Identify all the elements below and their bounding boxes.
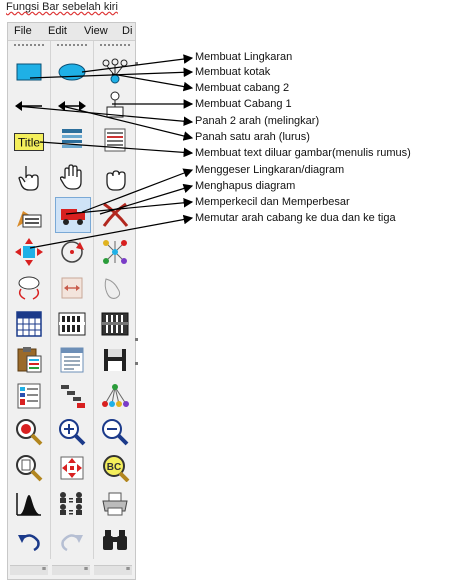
annotation-label: Panah satu arah (lurus) — [195, 131, 310, 143]
palette-footer[interactable]: ≡ — [10, 565, 48, 575]
annotation-label: Membuat Cabang 1 — [195, 98, 292, 110]
menu-view[interactable]: View — [84, 25, 108, 37]
svg-text:BC: BC — [106, 462, 122, 473]
annotation-label: Panah 2 arah (melingkar) — [195, 115, 320, 127]
palette-footer[interactable]: ≡ — [94, 565, 132, 575]
annotation-label: Membuat text diluar gambar(menulis rumus) — [195, 147, 411, 159]
arrow-putar — [30, 218, 192, 248]
arrow-text — [40, 142, 192, 153]
annotation-label: Menghapus diagram — [195, 180, 296, 192]
menu-file[interactable]: File — [14, 25, 32, 37]
annotation-label: Memperkecil dan Memperbesar — [195, 196, 350, 208]
arrow-cabang-2 — [112, 74, 192, 88]
annotation-label: Membuat Lingkaran — [195, 51, 293, 63]
annotation-label: Membuat cabang 2 — [195, 82, 290, 94]
arrow-panah-2 — [16, 106, 192, 122]
arrow-zoom — [66, 202, 192, 214]
menu-di[interactable]: Di — [122, 25, 133, 37]
annotation-label: Membuat kotak — [195, 66, 271, 78]
arrow-panah-1 — [62, 106, 192, 138]
title-tool-text: Title — [17, 135, 41, 150]
menu-edit[interactable]: Edit — [48, 25, 67, 37]
page-title: Fungsi Bar sebelah kiri — [6, 1, 118, 13]
palette-footer[interactable]: ≡ — [52, 565, 90, 575]
arrow-lingkaran — [82, 58, 192, 72]
annotation-label: Memutar arah cabang ke dua dan ke tiga — [195, 212, 396, 224]
arrow-kotak — [30, 72, 192, 78]
annotation-label: Menggeser Lingkaran/diagram — [195, 164, 345, 176]
